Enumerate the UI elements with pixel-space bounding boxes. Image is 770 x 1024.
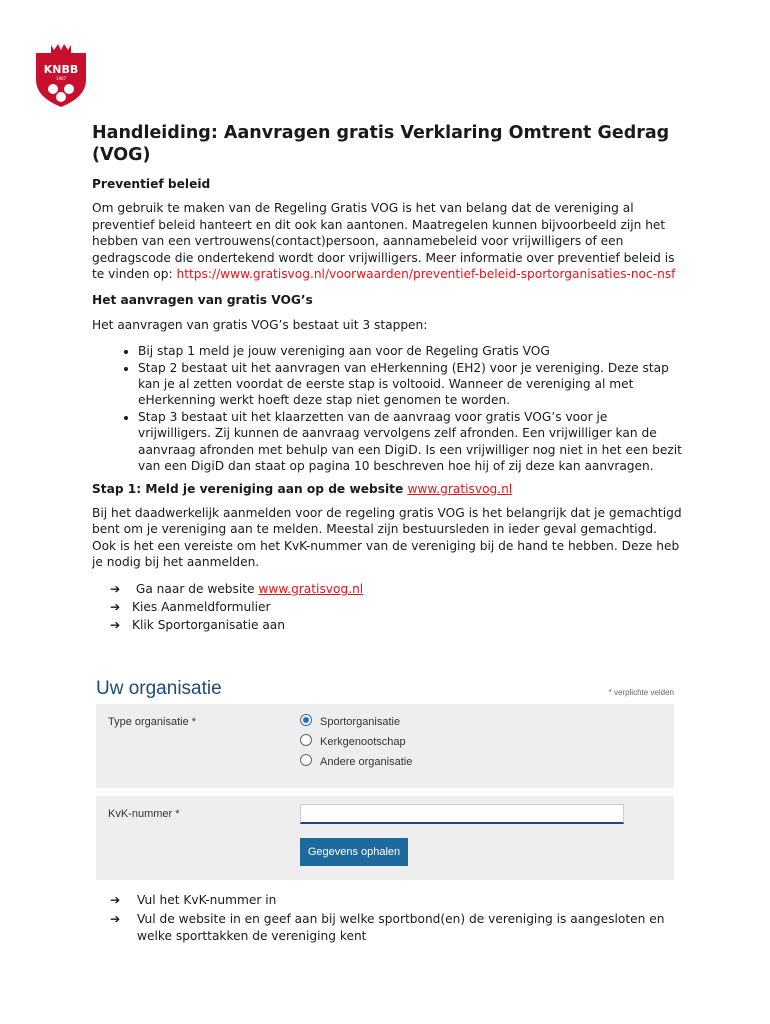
arrow-icon: ➔ bbox=[110, 599, 121, 614]
step-text: Kies Aanmeldformulier bbox=[132, 599, 271, 614]
section-heading-stap1 bbox=[92, 481, 684, 497]
stap1-arrow-list bbox=[92, 581, 684, 634]
document-body bbox=[92, 122, 684, 642]
radio-kerkgenootschap[interactable] bbox=[300, 734, 406, 748]
list-item bbox=[110, 599, 684, 615]
preventief-paragraph bbox=[92, 200, 684, 282]
stap1-heading-text: Stap 1: Meld je vereniging aan op de website bbox=[92, 481, 408, 496]
type-panel bbox=[96, 704, 674, 788]
knbb-logo bbox=[29, 42, 93, 110]
preventief-link[interactable]: https://www.gratisvog.nl/voorwaarden/preventief-beleid-sportorganisaties-noc-nsf bbox=[176, 267, 676, 282]
section-heading-preventief: Preventief beleid bbox=[92, 177, 211, 191]
required-note: * verplichte velden bbox=[608, 688, 674, 697]
stap1-heading-link[interactable]: www.gratisvog.nl bbox=[407, 481, 513, 496]
radio-label: Andere organisatie bbox=[320, 756, 413, 768]
gegevens-ophalen-button[interactable]: Gegevens ophalen bbox=[300, 838, 408, 866]
kvk-label: KvK-nummer * bbox=[108, 808, 180, 820]
page-title: Handleiding: Aanvragen gratis Verklaring Omtrent Gedrag (VOG) bbox=[92, 123, 670, 165]
section-heading-aanvragen: Het aanvragen van gratis VOG’s bbox=[92, 293, 313, 308]
logo-year: 1907 bbox=[55, 76, 67, 81]
list-item bbox=[110, 911, 680, 945]
arrow-icon: ➔ bbox=[110, 581, 121, 596]
step-text: Ga naar de website bbox=[135, 581, 259, 596]
step-text: Klik Sportorganisatie aan bbox=[132, 618, 285, 633]
aanvragen-intro: Het aanvragen van gratis VOG’s bestaat uit 3 stappen: bbox=[92, 317, 428, 332]
radio-label: Kerkgenootschap bbox=[320, 736, 406, 748]
gratisvog-link[interactable]: www.gratisvog.nl bbox=[258, 581, 364, 596]
logo-text: KNBB bbox=[43, 63, 79, 76]
step-text: Vul de website in en geef aan bij welke sportbond(en) de vereniging is aangesloten en welke sporttakken de vereniging kent bbox=[137, 912, 665, 943]
preventief-text: Om gebruik te maken van de Regeling Gratis VOG is het van belang dat de vereniging al preventief beleid hanteert en dit ook kan aantonen. Maatregelen kunnen bijvoorbeeld zijn het hebben van een vertrouwens(contact)persoon, aannamebeleid voor vrijwilligers of een gedragscode die ondertekend wordt door vrijwilligers. Meer informatie over preventief beleid is te vinden op: bbox=[92, 201, 675, 282]
radio-unchecked-icon bbox=[300, 734, 312, 746]
list-item: • Stap 2 bestaat uit het aanvragen van eHerkenning (EH2) voor je vereniging. Deze stap kan je al zetten voordat de eerste stap is voltooid. Wanneer de vereniging al met eHerkenning werkt hoeft deze stap niet genomen te worden. bbox=[138, 360, 684, 409]
radio-sportorganisatie[interactable] bbox=[300, 714, 400, 728]
list-item: • Stap 3 bestaat uit het klaarzetten van de aanvraag voor gratis VOG’s voor je vrijwilligers. Zij kunnen de aanvraag vervolgens zelf afronden. Een vrijwilliger kan de aanvraag afronden met behulp van een DigiD. Is een vrijwilliger nog niet in het een bezit van een DigiD dan staat op pagina 10 beschreven hoe hij of zij deze kan aanvragen. bbox=[138, 409, 684, 475]
kvk-panel bbox=[96, 796, 674, 880]
radio-label: Sportorganisatie bbox=[320, 716, 401, 728]
list-item: • Bij stap 1 meld je jouw vereniging aan voor de Regeling Gratis VOG bbox=[138, 343, 684, 359]
arrow-icon: ➔ bbox=[110, 893, 121, 907]
organisation-form bbox=[96, 676, 674, 878]
radio-andere-organisatie[interactable] bbox=[300, 754, 412, 768]
arrow-icon: ➔ bbox=[110, 618, 121, 633]
step-text: Vul het KvK-nummer in bbox=[137, 893, 277, 907]
list-item bbox=[110, 892, 680, 909]
form-title: Uw organisatie bbox=[96, 678, 222, 699]
stap1-paragraph: Bij het daadwerkelijk aanmelden voor de regeling gratis VOG is het belangrijk dat je gemachtigd bent om je vereniging aan te melden. Meestal zijn bestuursleden in ieder geval gemachtigd. Ook is het een vereiste om het KvK-nummer van de vereniging bij de hand te hebben. Deze heb je nodig bij het aanmelden. bbox=[92, 505, 682, 570]
list-item bbox=[110, 617, 684, 633]
list-item bbox=[110, 581, 684, 597]
kvk-input[interactable] bbox=[300, 804, 624, 824]
radio-checked-icon bbox=[300, 714, 312, 726]
steps-list bbox=[92, 343, 684, 474]
radio-unchecked-icon bbox=[300, 754, 312, 766]
type-label: Type organisatie * bbox=[108, 716, 197, 728]
after-form-list bbox=[110, 892, 680, 947]
arrow-icon: ➔ bbox=[110, 912, 121, 926]
